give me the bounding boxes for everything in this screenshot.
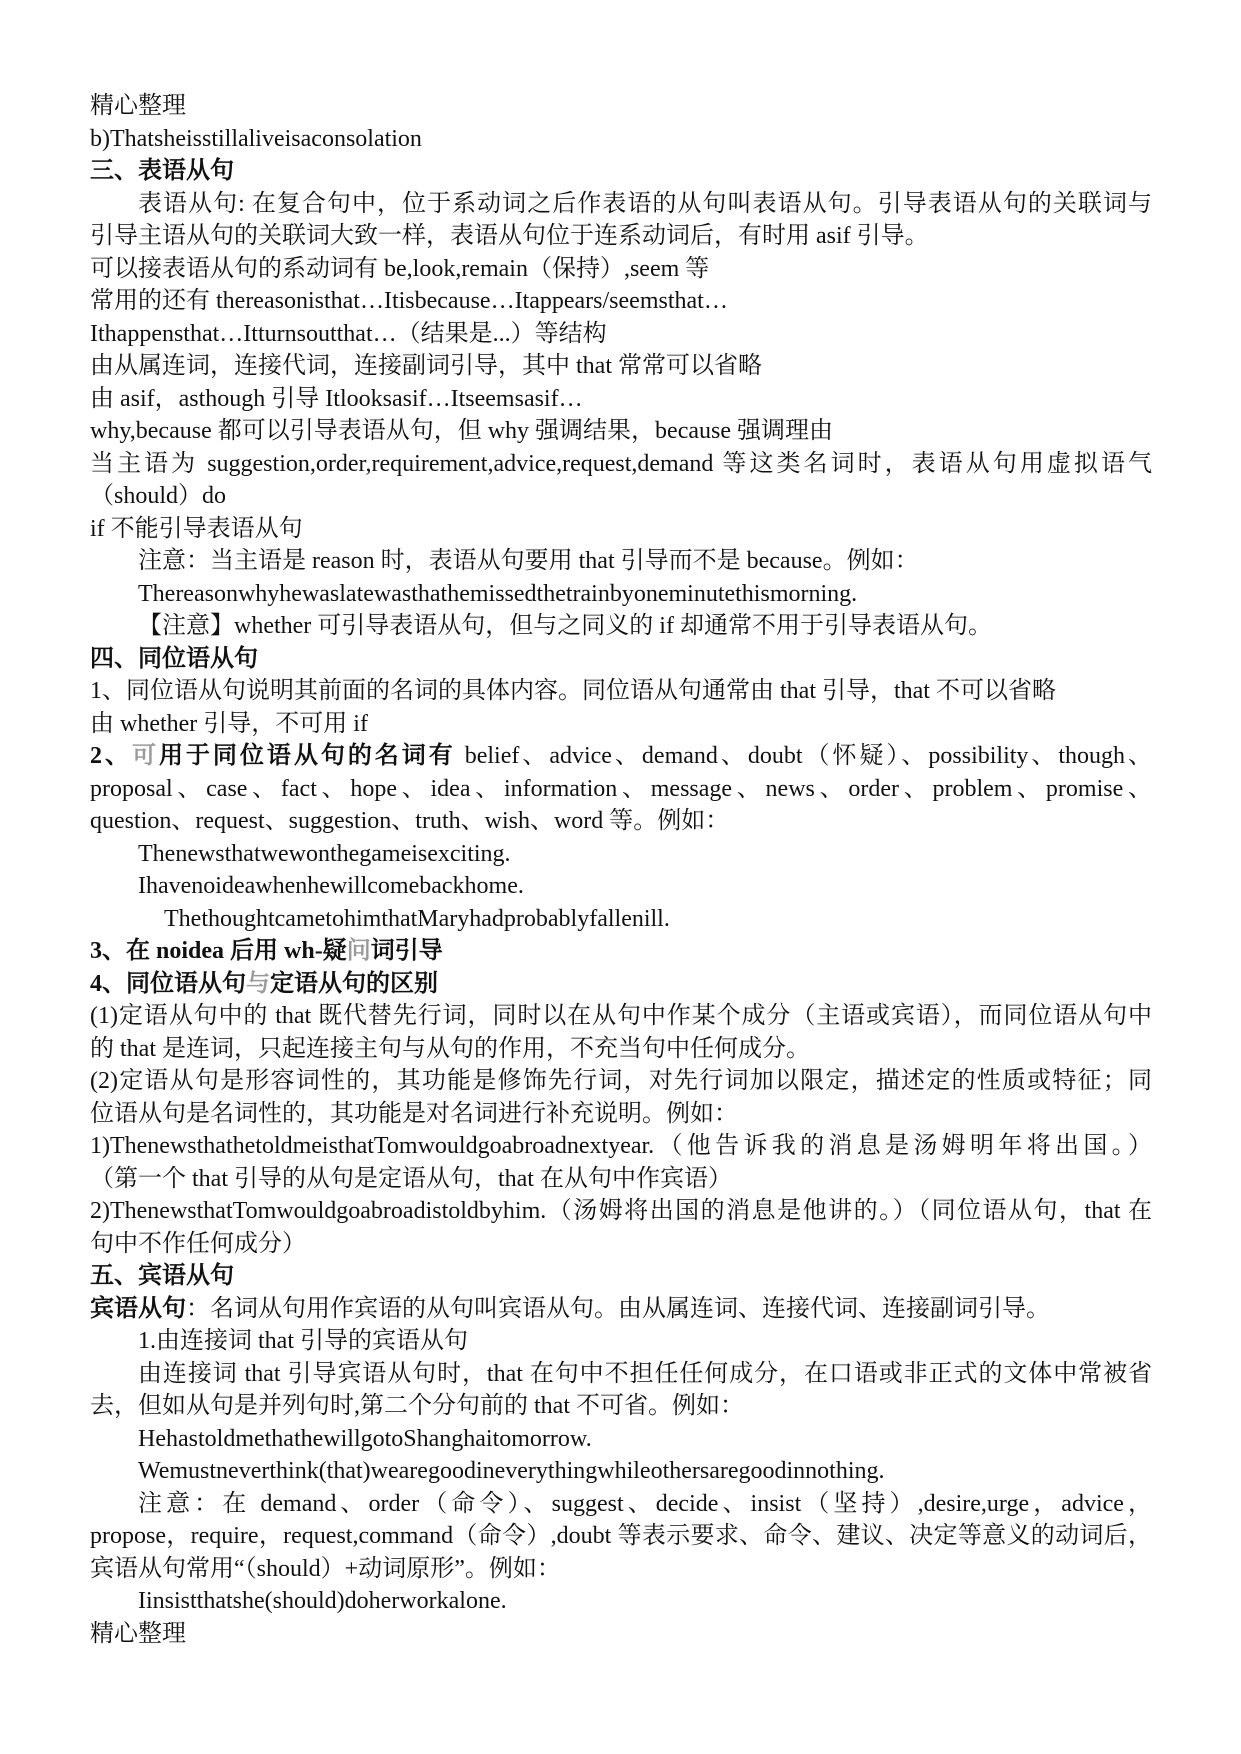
text-line: 常用的还有 thereasonisthat…Itisbecause…Itappears/seemsthat…: [90, 288, 728, 314]
text-line: 去，但如从句是并列句时,第二个分句前的 that 不可省。例如：: [90, 1393, 744, 1419]
definition-term: 宾语从句: [90, 1295, 186, 1322]
example-sentence: Thenewsthatwewonthegameisexciting.: [138, 840, 511, 867]
text-line: question、request、suggestion、truth、wish、word 等。例如：: [90, 808, 730, 834]
point-title: 3、在 noidea 后用 wh-疑: [90, 938, 347, 964]
text-line: （第一个 that 引导的从句是定语从句，that 在从句中作宾语）: [90, 1165, 732, 1192]
point-title: 4、同位语从句: [90, 970, 246, 997]
text-line: propose，require，request,command（命令）,doubt 等表示要求、命令、建议、决定等意义的动词后，: [90, 1523, 1152, 1549]
text-line: （should）do: [90, 483, 227, 509]
text-line: 当主语为 suggestion,order,requirement,advice,request,demand 等这类名词时，表语从句用虚拟语气: [90, 450, 1152, 477]
point-title: 用于同位语从句的名词有: [158, 743, 456, 769]
definition-text: ：名词从句用作宾语的从句叫宾语从句。由从属连词、连接代词、连接副词引导。: [186, 1295, 1050, 1322]
example-sentence: Wemustneverthink(that)wearegoodineverythingwhileothersaregoodinnothing.: [138, 1458, 885, 1484]
page-footer: 精心整理: [90, 1620, 186, 1647]
page-body: [90, 90, 1152, 1650]
noun-list: belief、advice、demand、doubt（怀疑）、possibility、though、: [464, 743, 1153, 769]
text-line: 由连接词 that 引导宾语从句时，that 在句中不担任任何成分，在口语或非正式的文体中常被省: [138, 1360, 1152, 1387]
example-sentence: Ihavenoideawhenhewillcomebackhome.: [138, 873, 524, 899]
example-sentence: Thereasonwhyhewaslatewasthathemissedthetrainbyoneminutethismorning.: [138, 580, 858, 607]
point-number: 2、: [90, 743, 132, 769]
point-title-line: [90, 935, 1152, 968]
text-line: if 不能引导表语从句: [90, 515, 303, 542]
note-line: 注意：当主语是 reason 时，表语从句要用 that 引导而不是 because。例如：: [138, 548, 919, 574]
text-line: 句中不作任何成分）: [90, 1230, 306, 1257]
text-line: Ithappensthat…Itturnsoutthat…（结果是...）等结构: [90, 320, 607, 347]
note-line: 注意：在 demand、order（命令）、suggest、decide、insist（坚持）,desire,urge，advice，: [138, 1490, 1152, 1517]
note-line: 【注意】whether 可引导表语从句，但与之同义的 if 却通常不用于引导表语从句。: [138, 613, 992, 639]
text-line: 可以接表语从句的系动词有 be,look,remain（保持）,seem 等: [90, 255, 710, 282]
carryover-line: b)Thatsheisstillaliveisaconsolation: [90, 125, 422, 152]
text-line: why,because 都可以引导表语从句，但 why 强调结果，because 强调理由: [90, 418, 834, 444]
page-header: 精心整理: [90, 93, 186, 119]
example-sentence: ThethoughtcametohimthatMaryhadprobablyfallenill.: [164, 905, 670, 932]
text-line: 1、同位语从句说明其前面的名词的具体内容。同位语从句通常由 that 引导，that 不可以省略: [90, 678, 1056, 704]
text-line: 由 whether 引导，不可用 if: [90, 710, 368, 737]
point-title-faded-char: 与: [246, 970, 270, 997]
text-line: 引导主语从句的关联词大致一样，表语从句位于连系动词后，有时用 asif 引导。: [90, 223, 929, 249]
text-line: (2)定语从句是形容词性的，其功能是修饰先行词，对先行词加以限定，描述定的性质或特征；同: [90, 1068, 1152, 1094]
text-line: 位语从句是名词性的，其功能是对名词进行补充说明。例如：: [90, 1100, 738, 1127]
section-heading: 三、表语从句: [90, 158, 234, 184]
example-sentence: 1)ThenewsthathetoldmeisthatTomwouldgoabroadnextyear.（他告诉我的消息是汤姆明年将出国。）: [90, 1133, 1152, 1159]
section-heading: 五、宾语从句: [90, 1263, 234, 1289]
text-line: 的 that 是连词，只起连接主句与从句的作用，不充当句中任何成分。: [90, 1035, 810, 1062]
text-line: 由从属连词，连接代词，连接副词引导，其中 that 常常可以省略: [90, 353, 762, 379]
text-line: (1)定语从句中的 that 既代替先行词，同时以在从句中作某个成分（主语或宾语），而同位语从句中: [90, 1003, 1152, 1029]
subheading: 1.由连接词 that 引导的宾语从句: [138, 1328, 468, 1354]
example-sentence: Iinsistthatshe(should)doherworkalone.: [138, 1588, 507, 1614]
point-title-faded-char: 问: [346, 938, 371, 964]
example-sentence: 2)ThenewsthatTomwouldgoabroadistoldbyhim.（汤姆将出国的消息是他讲的。）（同位语从句，that 在: [90, 1198, 1152, 1224]
section-heading: 四、同位语从句: [90, 645, 258, 672]
text-line: proposal、case、fact、hope、idea、information、message、news、order、problem、promise、: [90, 775, 1152, 802]
text-line: 宾语从句常用“（should）+动词原形”。例如：: [90, 1555, 561, 1582]
point-title: 定语从句的区别: [270, 970, 438, 997]
example-sentence: HehastoldmethathewillgotoShanghaitomorrow.: [138, 1425, 592, 1452]
point-title-line: [90, 740, 1152, 773]
text-line: 由 asif，asthough 引导 Itlooksasif…Itseemsasif…: [90, 385, 583, 412]
point-title-line: [90, 968, 1152, 1001]
point-title-faded-char: 可: [131, 743, 159, 769]
text-line: 表语从句: 在复合句中，位于系动词之后作表语的从句叫表语从句。引导表语从句的关联词与: [138, 190, 1152, 217]
point-title: 词引导: [370, 938, 443, 964]
definition-line: [90, 1293, 1152, 1326]
